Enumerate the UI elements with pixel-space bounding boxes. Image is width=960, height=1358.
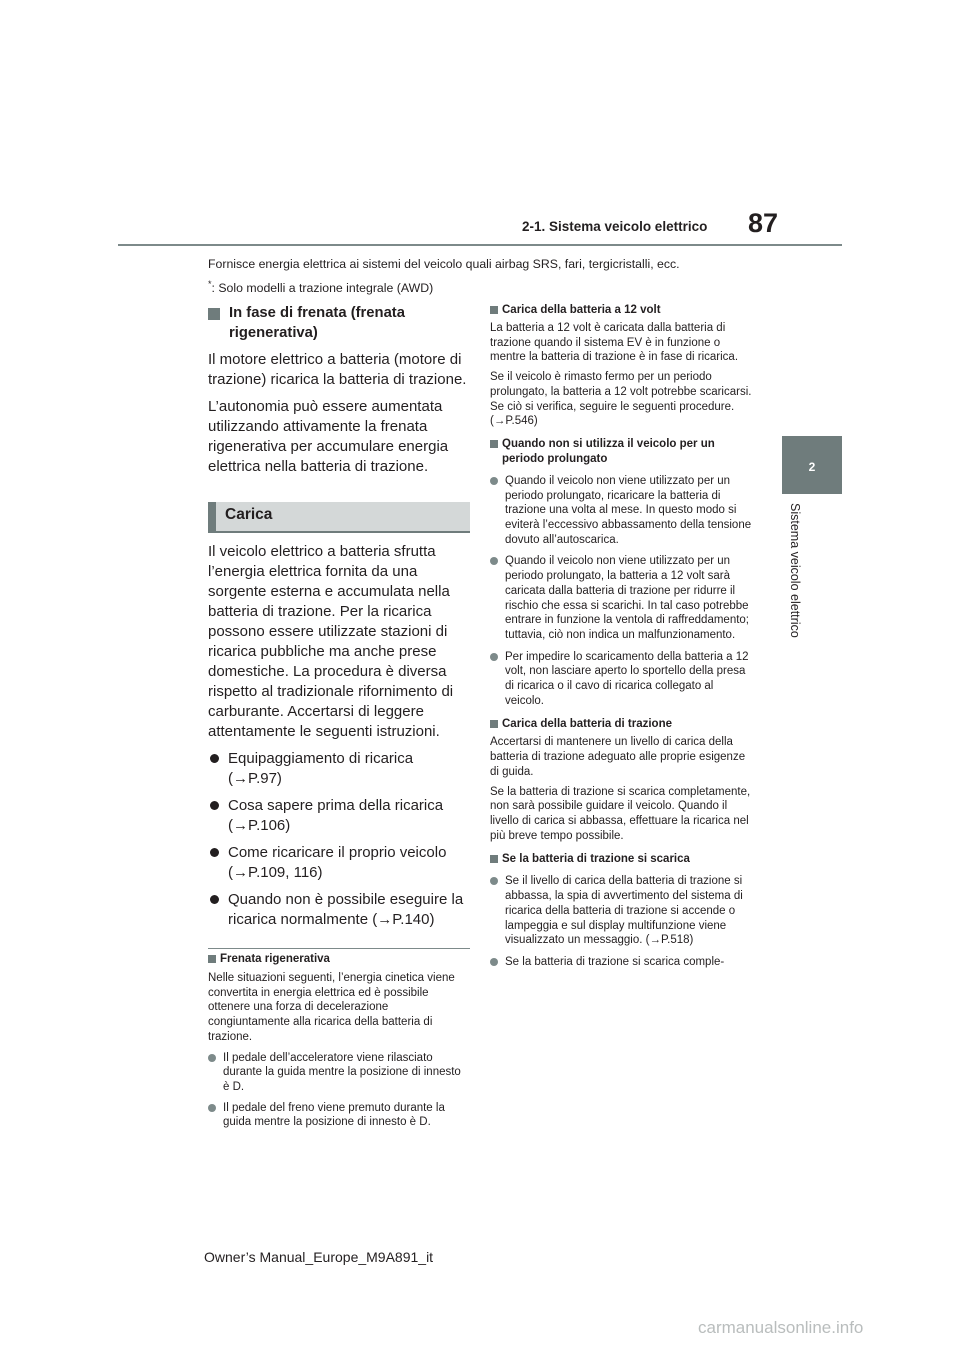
list-item: Equipaggiamento di ricarica (→P.97) (208, 749, 470, 789)
banner-title: Carica (225, 506, 273, 523)
charging-banner (208, 502, 470, 533)
list-item: Come ricaricare il proprio veicolo (→P.109, 116) (208, 843, 470, 883)
list-item: Quando il veicolo non viene utilizzato per un periodo prolungato, la batteria a 12 volt sarà caricata dalla batteria di trazione per ridurre il rischio che essa si scarichi. In tal caso potrebbe entrare in funzione la ventola di raffreddamento; tuttavia, ciò non indica un malfunzionamento. (490, 554, 754, 642)
footnote-mark: * (208, 279, 212, 289)
list-item: Se il livello di carica della batteria di trazione si abbassa, la spia di avvertimento del sistema di ricarica della batteria di trazione si accende o lampeggia e sul display multifunzione viene visualizzato un messaggio. (→P.518) (490, 874, 754, 948)
note-para: Nelle situazioni seguenti, l’energia cinetica viene convertita in energia elettrica ed è possibile ottenere una forza di decelerazione congiuntamente alla ricarica della batteria di trazione. (208, 972, 455, 1043)
square-bullet-icon (208, 955, 216, 963)
traction-para-1: Accertarsi di mantenere un livello di carica della batteria di trazione adeguato alle proprie esigenze di guida. (490, 736, 746, 778)
braking-para-1: Il motore elettrico a batteria (motore di trazione) ricarica la batteria di trazione. (208, 351, 467, 388)
list-item: Quando non è possibile eseguire la ricarica normalmente (→P.140) (208, 890, 470, 930)
bullet-dot-icon (490, 877, 498, 885)
square-bullet-icon (490, 440, 498, 448)
note-list-item: Il pedale del freno viene premuto durante la guida mentre la posizione di innesto è D. (208, 1101, 470, 1130)
traction-heading: Carica della batteria di trazione (490, 717, 754, 732)
intro-line: Fornisce energia elettrica ai sistemi del veicolo quali airbag SRS, fari, tergicristalli, ecc. (208, 257, 680, 271)
bullet-dot-icon (208, 1104, 216, 1112)
square-bullet-icon (490, 855, 498, 863)
bullet-dot-icon (490, 653, 498, 661)
list-item: Per impedire lo scaricamento della batteria a 12 volt, non lasciare aperto lo sportello della presa di ricarica o il cavo di ricarica collegato al veicolo. (490, 650, 754, 709)
chapter-title-text: Sistema veicolo elettrico (788, 503, 802, 638)
bullet-dot-icon (490, 477, 498, 485)
left-column (208, 303, 470, 1130)
bullet-dot-icon (490, 958, 498, 966)
bullet-dot-icon (210, 895, 219, 904)
bullet-dot-icon (208, 1054, 216, 1062)
watermark: carmanualsonline.info (698, 1318, 864, 1337)
charging-para: Il veicolo elettrico a batteria sfrutta l’energia elettrica fornita da una sorgente esterna e accumulata nella batteria di trazione. Per la ricarica possono essere utilizzate stazioni di ricarica pubbliche ma anche prese domestiche. La procedura è diversa rispetto al tradizionale rifornimento di carburante. Accertarsi di leggere attentamente le seguenti istruzioni. (208, 543, 454, 740)
bullet-dot-icon (210, 848, 219, 857)
bullet-dot-icon (210, 801, 219, 810)
battery-12v-heading: Carica della batteria a 12 volt (490, 303, 754, 318)
braking-para-2: L’autonomia può essere aumentata utilizzando attivamente la frenata rigenerativa per accumulare energia elettrica nella batteria di trazione. (208, 398, 449, 475)
footnote-text: : Solo modelli a trazione integrale (AWD) (211, 281, 434, 296)
page-number: 87 (748, 208, 779, 238)
banner-accent-bar (208, 502, 216, 531)
battery-12v-para-2: Se il veicolo è rimasto fermo per un periodo prolungato, la batteria a 12 volt potrebbe scaricarsi. Se ciò si verifica, seguire le seguenti procedure. (→P.546) (490, 371, 752, 428)
chapter-number: 2 (808, 460, 816, 474)
braking-heading: In fase di frenata (frenata rigenerativa) (208, 303, 470, 343)
square-bullet-icon (490, 306, 498, 314)
square-bullet-icon (208, 308, 220, 320)
footnote (208, 275, 838, 297)
note-heading: Frenata rigenerativa (208, 952, 470, 967)
note-list-item: Il pedale dell’acceleratore viene rilasciato durante la guida mentre la posizione di innesto è D. (208, 1051, 470, 1095)
header-divider (118, 244, 842, 246)
list-item: Cosa sapere prima della ricarica (→P.106) (208, 796, 470, 836)
discharge-heading: Se la batteria di trazione si scarica (490, 852, 754, 867)
traction-para-2: Se la batteria di trazione si scarica completamente, non sarà possibile guidare il veicolo. Quando il livello di carica si abbassa, effettuare la ricarica nel più breve tempo possibile. (490, 785, 751, 842)
chapter-title (786, 503, 802, 659)
bullet-dot-icon (490, 557, 498, 565)
footer-manual-id: Owner’s Manual_Europe_M9A891_it (204, 1249, 434, 1265)
square-bullet-icon (490, 720, 498, 728)
bullet-dot-icon (210, 754, 219, 763)
list-item: Quando il veicolo non viene utilizzato per un periodo prolungato, ricaricare la batteria di trazione una volta al mese. In questo modo si eviterà l’eccessivo abbassamento della tensione dovuto all’autoscarica. (490, 474, 754, 548)
list-item: Se la batteria di trazione si scarica comple- (490, 955, 754, 970)
note-divider (208, 948, 470, 949)
battery-12v-para-1: La batteria a 12 volt è caricata dalla batteria di trazione quando il sistema EV è in funzione o mentre la batteria di trazione è in fase di ricarica. (490, 322, 739, 364)
unused-vehicle-heading: Quando non si utilizza il veicolo per un periodo prolungato (490, 437, 754, 467)
right-column (490, 303, 754, 970)
section-header: 2-1. Sistema veicolo elettrico (522, 219, 708, 234)
